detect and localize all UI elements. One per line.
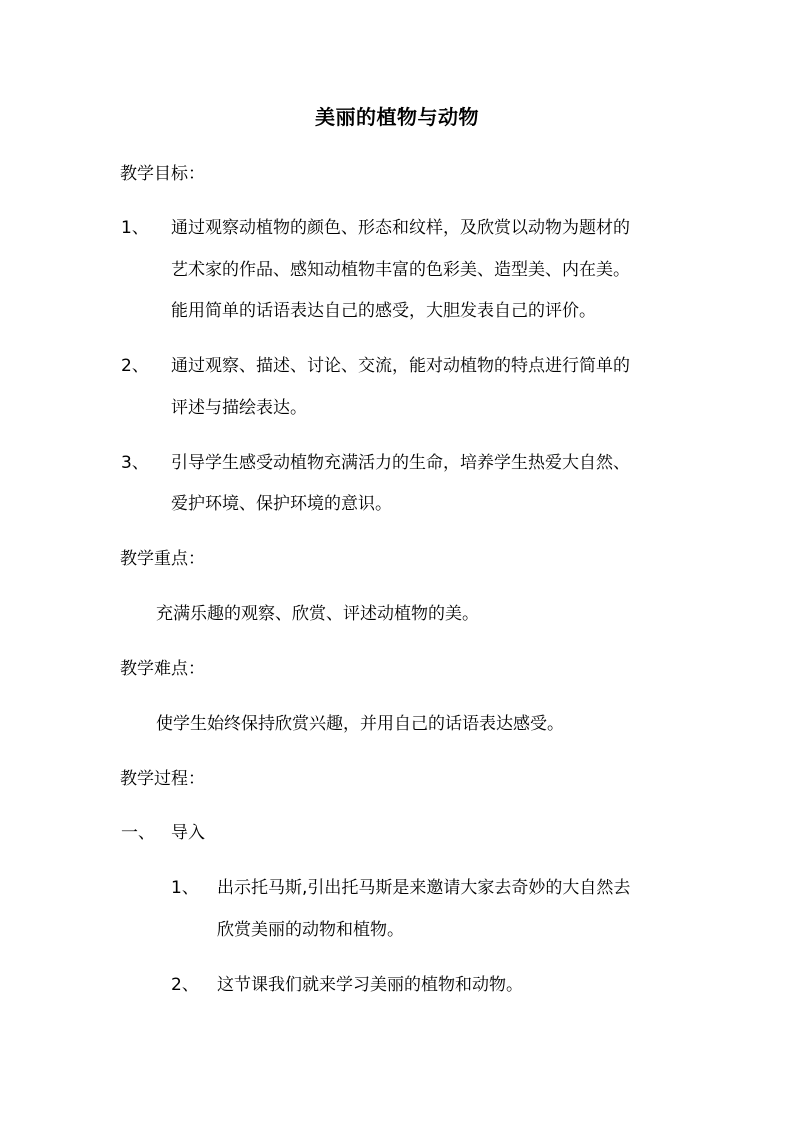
section-title: 导入 [171,823,205,843]
objective-number: 1、 [121,218,149,238]
document-title: 美丽的植物与动物 [315,105,479,129]
objective-text-line: 通过观察、描述、讨论、交流，能对动植物的特点进行简单的 [171,356,630,376]
objective-text-line: 评述与描绘表达。 [171,398,307,418]
objective-number: 2、 [121,356,149,376]
objective-text-line: 艺术家的作品、感知动植物丰富的色彩美、造型美、内在美。 [171,260,630,280]
objective-text-line: 引导学生感受动植物充满活力的生命，培养学生热爱大自然、 [171,453,630,473]
section-number: 一、 [121,823,155,843]
objective-text-line: 能用简单的话语表达自己的感受，大胆发表自己的评价。 [171,301,596,321]
process-heading: 教学过程： [120,769,205,789]
step-text-line: 出示托马斯,引出托马斯是来邀请大家去奇妙的大自然去 [217,878,631,898]
key-points-text: 充满乐趣的观察、欣赏、评述动植物的美。 [156,604,479,624]
step-number: 2、 [171,975,199,995]
key-points-heading: 教学重点： [120,549,205,569]
objective-text-line: 爱护环境、保护环境的意识。 [171,494,392,514]
objectives-heading: 教学目标： [120,164,205,184]
difficulties-text: 使学生始终保持欣赏兴趣，并用自己的话语表达感受。 [156,714,564,734]
objective-number: 3、 [121,453,149,473]
step-number: 1、 [171,878,199,898]
step-text-line: 这节课我们就来学习美丽的植物和动物。 [217,975,523,995]
objective-text-line: 通过观察动植物的颜色、形态和纹样，及欣赏以动物为题材的 [171,218,630,238]
difficulties-heading: 教学难点： [120,659,205,679]
step-text-line: 欣赏美丽的动物和植物。 [217,920,404,940]
